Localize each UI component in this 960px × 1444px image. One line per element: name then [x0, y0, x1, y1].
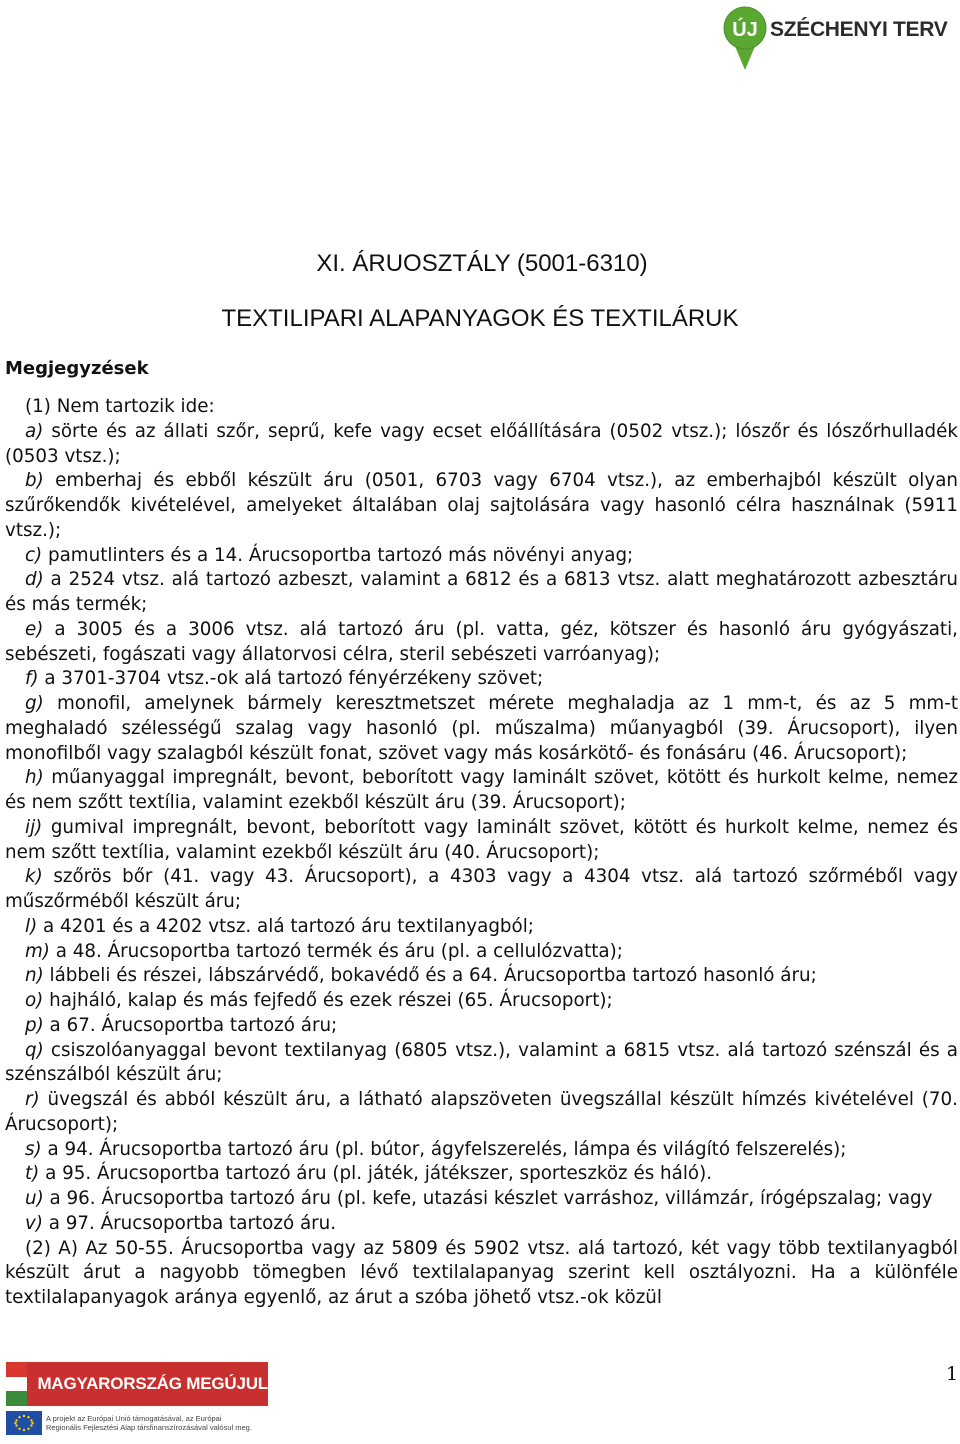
- note-item-text: a 3701-3704 vtsz.-ok alá tartozó fényérzékeny szövet;: [38, 668, 544, 690]
- note-item: [5, 544, 958, 569]
- szechenyi-terv-logo: [722, 4, 952, 74]
- note-item-text: sörte és az állati szőr, seprű, kefe vagy ecset előállítására (0502 vtsz.); lószőr és lószőrhulladék (0503 vtsz.);: [5, 420, 958, 467]
- note-item-text: a 67. Árucsoportba tartozó áru;: [43, 1014, 338, 1036]
- note-item-text: üvegszál és abból készült áru, a látható alapszöveten üvegszállal készült hímzés kivételével (70. Árucsoport);: [5, 1089, 958, 1135]
- note-item: [5, 915, 958, 940]
- note-item-label: o): [25, 990, 44, 1011]
- note-item: [5, 420, 958, 470]
- note-item: [5, 1187, 958, 1212]
- note-item: [5, 766, 958, 816]
- note-item-label: g): [25, 693, 44, 714]
- eu-support-note: [6, 1410, 268, 1436]
- note-item-text: szőrös bőr (41. vagy 43. Árucsoport), a 4303 vagy a 4304 vtsz. alá tartozó szőrméből vagy műszőrméből készült áru;: [5, 866, 958, 912]
- logo-badge: ÚJ: [732, 19, 758, 41]
- note-item-label: b): [25, 470, 44, 492]
- notes-list: [5, 420, 958, 1237]
- note-item: [5, 1212, 958, 1237]
- note-item-text: a 95. Árucsoportba tartozó áru (pl. játék, játékszer, sporteszköz és háló).: [39, 1163, 713, 1185]
- note-item-label: c): [25, 544, 43, 566]
- page-title: XI. ÁRUOSZTÁLY (5001-6310): [316, 250, 648, 277]
- note-item-text: hajháló, kalap és más fejfedő és ezek részei (65. Árucsoport);: [43, 990, 613, 1011]
- note-item-text: a 48. Árucsoportba tartozó termék és áru (pl. a cellulózvatta);: [49, 940, 623, 962]
- note-item: [5, 1088, 958, 1138]
- notes-heading: Megjegyzések: [5, 358, 149, 379]
- note-item: [5, 1138, 958, 1163]
- note-item-text: a 4201 és a 4202 vtsz. alá tartozó áru textilanyagból;: [37, 915, 534, 937]
- note-item-text: a 97. Árucsoportba tartozó áru.: [42, 1212, 337, 1234]
- note-item-text: csiszolóanyaggal bevont textilanyag (6805 vtsz.), valamint a 6815 vtsz. alá tartozó szénszál és a szénszálból készült áru;: [5, 1039, 958, 1086]
- notes-paragraph-2: (2) A) Az 50-55. Árucsoportba vagy az 5809 és 5902 vtsz. alá tartozó, két vagy több textilanyagból készült árut a nagyobb tömegben lévő textilalapanyag szerint kell osztályozni. Ha a különféle textilalapanyagok aránya egyenlő, az árut a szóba jöhető vtsz.-ok közül: [5, 1237, 958, 1308]
- eu-text: A projekt az Európai Unió támogatásával, az Európai Regionális Fejlesztési Alap társfinanszírozásával valósul meg.: [46, 1414, 252, 1432]
- note-item-text: a 94. Árucsoportba tartozó áru (pl. bútor, ágyfelszerelés, lámpa és világító felszerelés);: [41, 1138, 847, 1160]
- note-item-label: s): [25, 1138, 42, 1160]
- note-item: [5, 667, 958, 692]
- notes-body: [5, 395, 958, 1311]
- footer-banner: [6, 1362, 268, 1406]
- page-number: 1: [946, 1363, 959, 1385]
- hungarian-flag-icon: [6, 1362, 27, 1406]
- note-item: [5, 568, 958, 618]
- note-item-text: gumival impregnált, bevont, beborított vagy laminált szövet, kötött és hurkolt kelme, nemez és nem szőtt textília, valamint ezekből készült áru (40. Árucsoport);: [5, 816, 958, 863]
- note-item: [5, 618, 958, 668]
- note-item-label: p): [25, 1014, 44, 1036]
- logo-text: SZÉCHENYI TERV: [770, 18, 948, 41]
- note-item-label: n): [25, 965, 44, 987]
- note-item-text: pamutlinters és a 14. Árucsoportba tartozó más növényi anyag;: [42, 544, 634, 566]
- note-item-label: ij): [25, 816, 43, 838]
- note-item: [5, 1162, 958, 1187]
- note-item-label: a): [25, 420, 44, 442]
- note-item-text: a 3005 és a 3006 vtsz. alá tartozó áru (pl. vatta, géz, kötszer és hasonló áru gyógyászati, sebészeti, fogászati vagy állatorvosi célra, steril sebészeti varróanyag);: [5, 618, 958, 665]
- note-item: [5, 1039, 958, 1089]
- note-item-label: v): [25, 1212, 43, 1234]
- note-item-label: r): [25, 1089, 40, 1110]
- note-item-text: műanyaggal impregnált, bevont, beborított vagy laminált szövet, kötött és hurkolt kelme, nemez és nem szőtt textília, valamint ezekből készült áru (39. Árucsoport);: [5, 767, 958, 813]
- note-item-label: f): [25, 668, 39, 690]
- magyarorszag-megujul-logo: [6, 1362, 268, 1438]
- note-item-text: a 2524 vtsz. alá tartozó azbeszt, valamint a 6812 és a 6813 vtsz. alatt meghatározott azbesztáru és más termék;: [5, 569, 958, 615]
- note-item-label: l): [25, 915, 38, 937]
- note-item-label: d): [25, 569, 44, 591]
- note-item: [5, 816, 958, 866]
- note-item-text: lábbeli és részei, lábszárvédő, bokavédő és a 64. Árucsoportba tartozó hasonló áru;: [43, 965, 817, 987]
- page-subtitle: TEXTILIPARI ALAPANYAGOK ÉS TEXTILÁRUK: [221, 305, 739, 332]
- notes-intro: (1) Nem tartozik ide:: [25, 396, 215, 417]
- note-item-label: t): [25, 1163, 40, 1185]
- note-item-text: a 96. Árucsoportba tartozó áru (pl. kefe, utazási készlet varráshoz, villámzár, írógépszalag; vagy: [43, 1188, 933, 1209]
- note-item: [5, 964, 958, 989]
- note-item-text: monofil, amelynek bármely keresztmetszet mérete meghaladja az 1 mm-t, és az 5 mm-t meghaladó szélességű szalag vagy hasonló (pl. műszalma) műanyagból (39. Árucsoport), ilyen monofilből vagy szalagból készült fonat, szövet vagy más kosárkötő- és fonásáru (46. Árucsoport);: [5, 693, 958, 764]
- note-item-label: m): [25, 940, 50, 962]
- logo-pin-icon: [722, 4, 768, 72]
- note-item: [5, 1014, 958, 1039]
- note-item: [5, 469, 958, 543]
- note-item: [5, 940, 958, 965]
- eu-flag-icon: [6, 1411, 42, 1435]
- note-item-text: emberhaj és ebből készült áru (0501, 6703 vagy 6704 vtsz.), az emberhajból készült olyan szűrőkendők kivételével, amelyeket általában olaj sajtolására vagy hasonló célra használnak (5911 vtsz.);: [5, 470, 958, 541]
- note-item-label: k): [25, 866, 43, 888]
- note-item-label: h): [25, 767, 44, 789]
- note-item-label: q): [25, 1039, 44, 1061]
- note-item: [5, 865, 958, 915]
- note-item-label: u): [25, 1188, 44, 1209]
- note-item: [5, 989, 958, 1014]
- note-item-label: e): [25, 618, 44, 640]
- note-item: [5, 692, 958, 766]
- banner-text: MAGYARORSZÁG MEGÚJUL: [27, 1362, 268, 1406]
